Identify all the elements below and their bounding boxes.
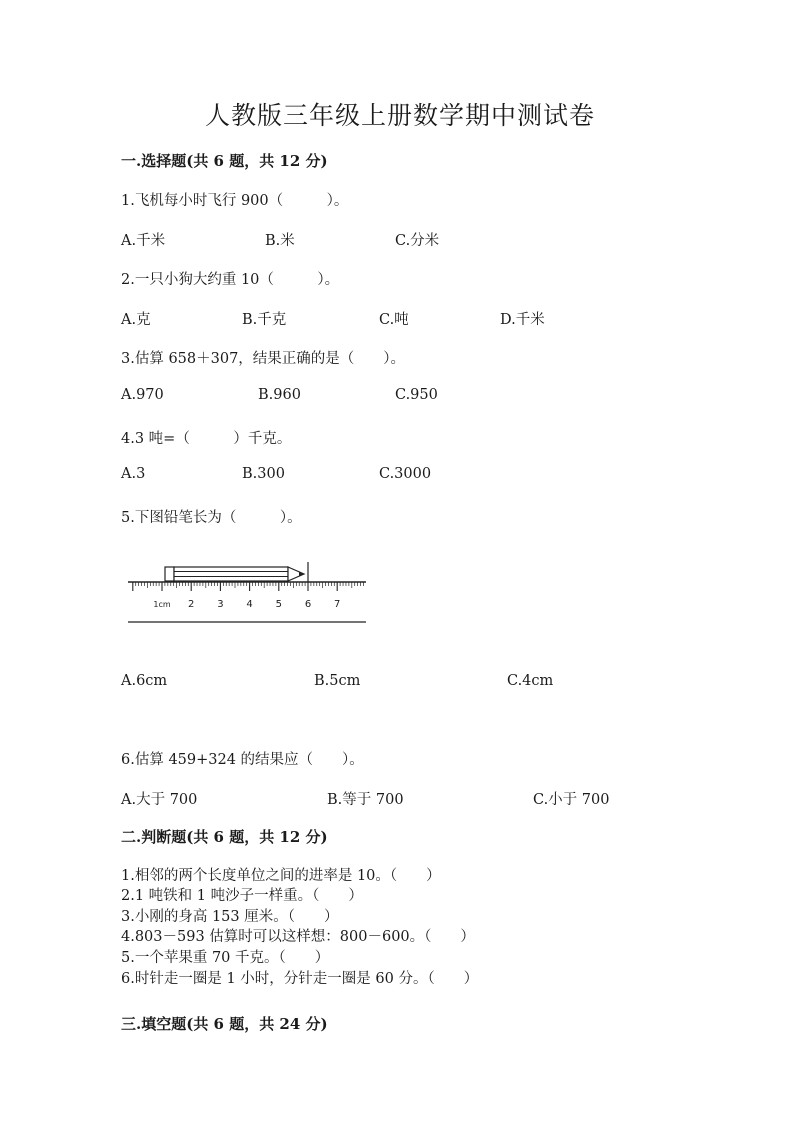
question-1-option-a: A.千米 — [121, 233, 166, 249]
question-5-option-b: B.5cm — [314, 673, 361, 689]
ruler-label: 5 — [275, 599, 282, 610]
question-2-option-d: D.千米 — [500, 312, 545, 328]
question-4-option-c: C.3000 — [379, 466, 432, 482]
ruler-pencil-figure — [126, 560, 371, 630]
judge-item: 4.803－593 估算时可以这样想：800－600。（ ） — [121, 929, 475, 945]
ruler-label: 4 — [246, 599, 253, 610]
judge-item: 3.小刚的身高 153 厘米。（ ） — [121, 909, 339, 925]
judge-item: 6.时针走一圈是 1 小时，分针走一圈是 60 分。（ ） — [121, 971, 479, 987]
judge-item: 5.一个苹果重 70 千克。（ ） — [121, 950, 330, 966]
question-5-option-a: A.6cm — [121, 673, 168, 689]
ruler-label: 7 — [334, 599, 341, 610]
ruler-label: 2 — [188, 599, 195, 610]
judge-item: 1.相邻的两个长度单位之间的进率是 10。（ ） — [121, 868, 441, 884]
ruler-label: 1cm — [153, 600, 171, 609]
question-2-option-b: B.千克 — [242, 312, 287, 328]
section-heading-fill: 三.填空题(共 6 题，共 24 分) — [121, 1015, 328, 1033]
question-2-option-a: A.克 — [121, 312, 151, 328]
question-3-option-b: B.960 — [258, 387, 301, 403]
question-4-option-b: B.300 — [242, 466, 285, 482]
question-6-stem: 6.估算 459+324 的结果应（ ）。 — [121, 752, 364, 768]
pencil-icon — [165, 567, 304, 581]
question-5-stem: 5.下图铅笔长为（ ）。 — [121, 510, 302, 526]
ruler-label: 3 — [217, 599, 224, 610]
question-1-stem: 1.飞机每小时飞行 900（ ）。 — [121, 193, 349, 209]
question-2-option-c: C.吨 — [379, 312, 409, 328]
question-6-option-c: C.小于 700 — [533, 792, 610, 808]
question-3-option-c: C.950 — [395, 387, 438, 403]
ruler-ticks — [133, 582, 364, 591]
question-2-stem: 2.一只小狗大约重 10（ ）。 — [121, 272, 340, 288]
question-3-option-a: A.970 — [121, 387, 164, 403]
question-3-stem: 3.估算 658＋307，结果正确的是（ ）。 — [121, 351, 406, 367]
ruler-label: 6 — [304, 599, 312, 610]
section-heading-judge: 二.判断题(共 6 题，共 12 分) — [121, 828, 328, 846]
question-1-option-c: C.分米 — [395, 233, 440, 249]
question-6-option-b: B.等于 700 — [327, 792, 404, 808]
judge-item: 2.1 吨铁和 1 吨沙子一样重。（ ） — [121, 888, 363, 904]
question-4-stem: 4.3 吨=（ ）千克。 — [121, 431, 292, 447]
question-1-option-b: B.米 — [265, 233, 295, 249]
page-title: 人教版三年级上册数学期中测试卷 — [204, 101, 595, 130]
ruler-labels — [153, 599, 340, 610]
question-4-option-a: A.3 — [121, 466, 146, 482]
question-5-option-c: C.4cm — [507, 673, 554, 689]
question-6-option-a: A.大于 700 — [121, 792, 198, 808]
section-heading-choice: 一.选择题(共 6 题，共 12 分) — [121, 152, 328, 170]
